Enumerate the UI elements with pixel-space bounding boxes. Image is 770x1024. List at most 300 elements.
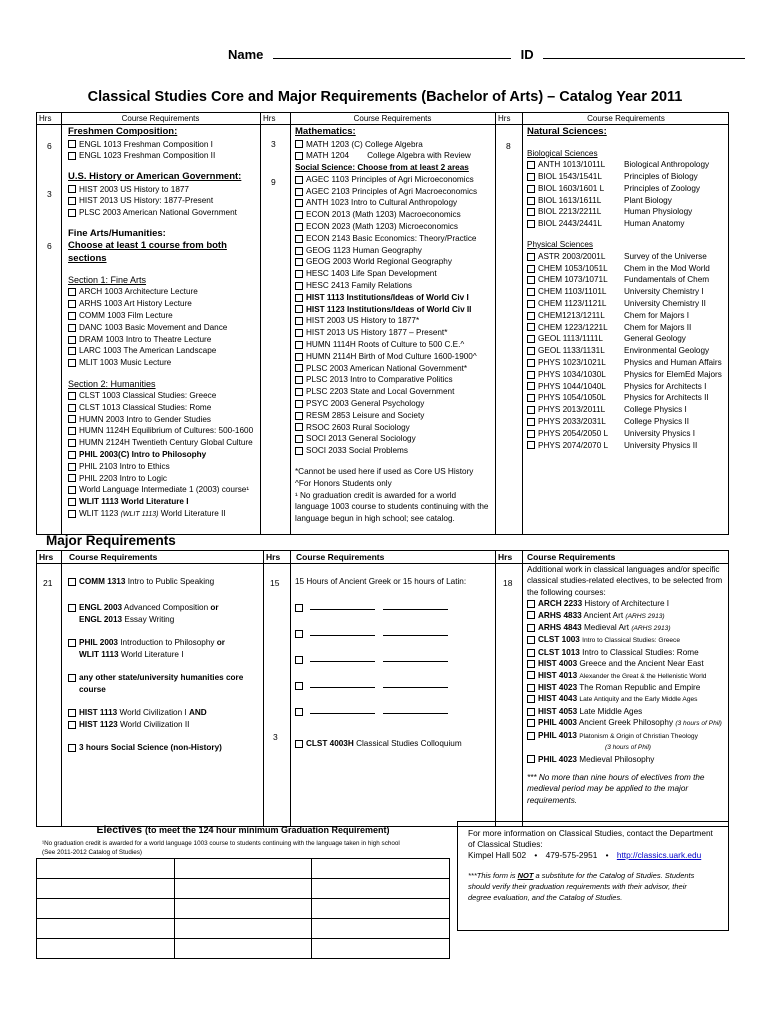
checklist-item[interactable]: PHIL 2003(C) Intro to Philosophy <box>68 449 258 461</box>
checklist-item[interactable]: ANTH 1023 Intro to Cultural Anthropology <box>295 197 493 209</box>
checkbox[interactable] <box>295 364 303 372</box>
hrs-header: Hrs <box>39 114 52 123</box>
course-code: BIOL 1603/1601 L <box>538 183 605 193</box>
course-code: PHYS 1023/1021L <box>538 358 606 368</box>
core-column-3 <box>527 126 729 451</box>
course-title: The Roman Republic and Empire <box>579 683 701 693</box>
checkbox[interactable] <box>295 305 303 313</box>
checklist-item[interactable]: SOCI 2013 General Sociology <box>295 433 493 445</box>
checkbox[interactable] <box>295 223 303 231</box>
electives-intro: classical studies-related electives, to be selected from <box>527 576 723 586</box>
checklist-item[interactable]: HIST 2003 US History to 1877* <box>295 315 493 327</box>
course-code: ARHS 4833 <box>538 610 582 620</box>
checklist-item[interactable] <box>527 263 729 275</box>
course-code: PHIL 4013 <box>538 730 577 740</box>
checkbox[interactable] <box>68 578 76 586</box>
checkbox[interactable] <box>295 211 303 219</box>
blank-course-line[interactable] <box>295 601 493 614</box>
checkbox[interactable] <box>527 394 535 402</box>
fine-arts-heading: Fine Arts/Humanities: <box>68 227 166 239</box>
checkbox[interactable] <box>295 247 303 255</box>
checkbox[interactable] <box>295 435 303 443</box>
checkbox[interactable] <box>295 282 303 290</box>
checklist-item[interactable] <box>527 647 729 658</box>
course-title: History of Architecture I <box>584 599 670 609</box>
course-code: HIST 4013 <box>538 670 578 680</box>
checkbox[interactable] <box>527 755 535 763</box>
checklist-item[interactable]: WLIT 1113 World Literature I <box>68 496 258 508</box>
checklist-item[interactable]: PLSC 2203 State and Local Government <box>295 386 493 398</box>
course-title: Ancient Greek Philosophy <box>578 718 674 728</box>
checkbox[interactable] <box>68 300 76 308</box>
checklist-item[interactable]: COMM 1313 Intro to Public Speaking <box>68 576 261 588</box>
checklist-item[interactable]: PHIL 2003 Introduction to Philosophy or <box>68 637 261 649</box>
checkbox[interactable] <box>68 392 76 400</box>
checklist-item[interactable]: MATH 1204 College Algebra with Review <box>295 150 493 162</box>
course-code: BIOL 1543/1541L <box>538 172 602 182</box>
electives-note: medieval period may be applied to the major <box>527 784 689 794</box>
checkbox[interactable] <box>68 185 76 193</box>
checkbox[interactable] <box>295 341 303 349</box>
checklist-item[interactable]: HUMN 2003 Intro to Gender Studies <box>68 414 258 426</box>
major-requirements-table <box>36 550 729 827</box>
checkbox[interactable] <box>527 253 535 261</box>
checklist-item[interactable]: HUMN 2124H Twentieth Century Global Culture <box>68 437 258 449</box>
contact-line: of Classical Studies: <box>468 839 543 849</box>
checkbox[interactable] <box>68 197 76 205</box>
course-title: Principles of Biology <box>624 172 698 182</box>
checklist-item[interactable]: HUMN 2114H Birth of Mod Culture 1600-1900^ <box>295 351 493 363</box>
checklist-item[interactable] <box>527 159 729 171</box>
checkbox[interactable] <box>527 335 535 343</box>
checkbox[interactable] <box>527 276 535 284</box>
course-code: PHYS 2074/2070 L <box>538 440 609 450</box>
checkbox[interactable] <box>527 719 535 727</box>
checkbox[interactable] <box>527 161 535 169</box>
checklist-item[interactable]: any other state/university humanities core <box>68 672 261 684</box>
checkbox[interactable] <box>295 656 303 664</box>
footnote: language begun in high school; see catalog. <box>295 514 455 524</box>
checklist-item[interactable]: AGEC 2103 Principles of Agri Macroeconomics <box>295 186 493 198</box>
checkbox[interactable] <box>527 208 535 216</box>
checklist-item[interactable] <box>527 286 729 298</box>
checklist-item[interactable]: RSOC 2603 Rural Sociology <box>295 422 493 434</box>
hrs-value: 9 <box>271 177 276 187</box>
checkbox[interactable] <box>295 152 303 160</box>
major-column-2 <box>295 576 493 750</box>
checkbox[interactable] <box>527 312 535 320</box>
checklist-item[interactable]: HIST 1123 Institutions/Ideas of World Civ II <box>295 304 493 316</box>
checkbox[interactable] <box>295 412 303 420</box>
course-code: BIOL 1613/1611L <box>538 195 602 205</box>
course-code: CHEM 1123/1121L <box>538 299 607 309</box>
course-code: HIST 4053 <box>538 706 578 716</box>
checklist-item[interactable]: GEOG 2003 World Regional Geography <box>295 256 493 268</box>
checklist-item[interactable]: World Language Intermediate 1 (2003) course¹ <box>68 484 258 496</box>
course-code: HIST 4043 <box>538 694 578 704</box>
course-title: Late Antiquity and the Early Middle Ages <box>579 696 698 704</box>
course-code: PHIL 4003 <box>538 718 577 728</box>
checklist-item[interactable] <box>527 622 729 634</box>
checklist-item[interactable]: WLIT 1123 (WLIT 1113) World Literature II <box>68 508 258 521</box>
course-code: PHYS 2013/2011L <box>538 405 606 415</box>
checklist-item[interactable]: HUMN 1124H Equilibrium of Cultures: 500-1600 <box>68 425 258 437</box>
hrs-header: Hrs <box>263 114 276 123</box>
hrs-value: 3 <box>273 732 278 742</box>
course-header: Course Requirements <box>69 552 158 562</box>
course-title: Environmental Geology <box>624 346 710 356</box>
checkbox[interactable] <box>527 173 535 181</box>
checklist-item[interactable] <box>527 717 729 729</box>
checkbox[interactable] <box>68 288 76 296</box>
course-code: CHEM 1073/1071L <box>538 275 608 285</box>
checklist-item[interactable]: HIST 1113 Institutions/Ideas of World Civ I <box>295 292 493 304</box>
checkbox[interactable] <box>527 660 535 668</box>
bio-list <box>527 159 729 230</box>
bio-heading: Biological Sciences <box>527 148 598 158</box>
checklist-item[interactable]: ARCH 1003 Architecture Lecture <box>68 286 258 298</box>
checklist-item[interactable] <box>527 598 729 609</box>
checklist-item[interactable] <box>527 195 729 207</box>
course-header: Course Requirements <box>527 552 616 562</box>
major-electives-list <box>527 598 729 742</box>
checklist-item[interactable]: AGEC 1103 Principles of Agri Microeconomics <box>295 174 493 186</box>
checklist-item[interactable] <box>527 369 729 381</box>
checklist-item[interactable] <box>527 251 729 263</box>
checklist-item[interactable]: HESC 2413 Family Relations <box>295 280 493 292</box>
checklist-item[interactable]: HIST 1123 World Civilization II <box>68 719 261 731</box>
checklist-item[interactable]: LARC 1003 The American Landscape <box>68 345 258 357</box>
checkbox[interactable] <box>527 636 535 644</box>
checklist-item[interactable]: ECON 2013 (Math 1203) Macroeconomics <box>295 209 493 221</box>
name-label: Name <box>228 47 264 62</box>
core-requirements-table <box>36 112 729 535</box>
checkbox[interactable] <box>68 347 76 355</box>
course-code: PHYS 1044/1040L <box>538 381 606 391</box>
checklist-item[interactable] <box>527 693 729 705</box>
electives-grid <box>36 858 450 959</box>
course-code: ANTH 1013/1011L <box>538 160 606 170</box>
course-header: Course Requirements <box>296 552 385 562</box>
checklist-item[interactable]: GEOG 1123 Human Geography <box>295 245 493 257</box>
checkbox[interactable] <box>295 140 303 148</box>
checklist-item[interactable] <box>527 333 729 345</box>
checkbox[interactable] <box>295 388 303 396</box>
course-code: PHYS 1034/1030L <box>538 369 606 379</box>
blank-course-line[interactable] <box>295 705 493 718</box>
checklist-item[interactable]: HIST 2013 US History 1877 – Present* <box>295 327 493 339</box>
id-field[interactable] <box>543 46 745 59</box>
checkbox[interactable] <box>68 404 76 412</box>
checkbox[interactable] <box>527 300 535 308</box>
checklist-item[interactable]: 3 hours Social Science (non-History) <box>68 742 261 754</box>
course-title: Survey of the Universe <box>624 251 707 261</box>
checklist-item[interactable]: PHIL 2203 Intro to Logic <box>68 473 258 485</box>
checkbox[interactable] <box>295 630 303 638</box>
checkbox[interactable] <box>527 265 535 273</box>
checklist-item[interactable] <box>527 440 729 452</box>
checklist-item[interactable]: HUMN 1114H Roots of Culture to 500 C.E.^ <box>295 339 493 351</box>
course-code: ASTR 2003/2001L <box>538 251 606 261</box>
checkbox[interactable] <box>68 152 76 160</box>
hrs-value: 6 <box>47 141 52 151</box>
contact-address: Kimpel Hall 502 • 479-575-2951 • http://classics.uark.edu <box>468 850 702 860</box>
checklist-item[interactable]: ARHS 1003 Art History Lecture <box>68 298 258 310</box>
electives-title: Electives (to meet the 124 hour minimum Graduation Requirement) <box>96 824 390 836</box>
checkbox[interactable] <box>295 740 303 748</box>
checkbox[interactable] <box>68 498 76 506</box>
checkbox[interactable] <box>68 140 76 148</box>
course-title: Medieval Art <box>583 623 630 633</box>
checkbox[interactable] <box>527 406 535 414</box>
checklist-item[interactable] <box>527 682 729 693</box>
checkbox[interactable] <box>295 708 303 716</box>
checklist-item[interactable] <box>527 345 729 357</box>
course-code: CHEM 1103/1101L <box>538 287 607 297</box>
blank-course-line[interactable] <box>295 627 493 640</box>
checkbox[interactable] <box>527 684 535 692</box>
course-code: CHEM1213/1211L <box>538 310 605 320</box>
checkbox[interactable] <box>527 732 535 740</box>
checkbox[interactable] <box>527 708 535 716</box>
checklist-item[interactable] <box>527 218 729 230</box>
checkbox[interactable] <box>295 188 303 196</box>
checklist-item[interactable] <box>527 171 729 183</box>
course-title: Greece and the Ancient Near East <box>579 659 704 669</box>
checkbox[interactable] <box>295 682 303 690</box>
checklist-item[interactable]: MATH 1203 (C) College Algebra <box>295 139 493 151</box>
checklist-item[interactable]: PLSC 2003 American National Government* <box>295 363 493 375</box>
checkbox[interactable] <box>527 671 535 679</box>
checklist-item[interactable]: ECON 2143 Basic Economics: Theory/Practice <box>295 233 493 245</box>
electives-footnote: (See 2011-2012 Catalog of Studies) <box>42 849 142 856</box>
checklist-item[interactable]: COMM 1003 Film Lecture <box>68 310 258 322</box>
course-title: Physics for Architects II <box>624 393 709 403</box>
course-title: Physics for Architects I <box>624 381 707 391</box>
course-title: University Physics I <box>624 428 695 438</box>
checkbox[interactable] <box>68 209 76 217</box>
course-title: Human Anatomy <box>624 219 685 229</box>
footnote: ¹ No graduation credit is awarded for a world <box>295 490 457 500</box>
checklist-item[interactable] <box>527 298 729 310</box>
checklist-item[interactable] <box>527 610 729 622</box>
fine-arts-instruction: sections <box>68 252 107 264</box>
checkbox[interactable] <box>68 359 76 367</box>
checkbox[interactable] <box>295 258 303 266</box>
checklist-item[interactable]: CLST 4003H Classical Studies Colloquium <box>295 738 493 750</box>
checklist-item[interactable]: HESC 1403 Life Span Development <box>295 268 493 280</box>
checklist-item[interactable]: PLSC 2013 Intro to Comparative Politics <box>295 374 493 386</box>
major-column-3 <box>527 564 729 806</box>
checkbox[interactable] <box>527 347 535 355</box>
course-code: HIST 4023 <box>538 683 578 693</box>
checklist-item[interactable] <box>527 670 729 682</box>
checklist-item[interactable] <box>527 730 729 742</box>
checkbox[interactable] <box>68 336 76 344</box>
checkbox[interactable] <box>68 674 76 682</box>
checkbox[interactable] <box>527 624 535 632</box>
major-requirements-heading: Major Requirements <box>46 533 176 548</box>
course-title: Late Middle Ages <box>579 706 643 716</box>
course-prereq: (ARHS 2913) <box>625 612 665 620</box>
checkbox[interactable] <box>527 649 535 657</box>
checklist-item[interactable]: DANC 1003 Basic Movement and Dance <box>68 322 258 334</box>
checkbox[interactable] <box>527 382 535 390</box>
checkbox[interactable] <box>527 430 535 438</box>
checkbox[interactable] <box>527 695 535 703</box>
checkbox[interactable] <box>295 423 303 431</box>
checkbox[interactable] <box>295 317 303 325</box>
checklist-item[interactable] <box>527 428 729 440</box>
hrs-value: 18 <box>503 578 513 588</box>
blank-course-line[interactable] <box>295 679 493 692</box>
checklist-item[interactable] <box>527 658 729 669</box>
course-header: Course Requirements <box>587 114 665 123</box>
checkbox[interactable] <box>68 721 76 729</box>
checklist-item[interactable]: ECON 2023 (Math 1203) Microeconomics <box>295 221 493 233</box>
checkbox[interactable] <box>68 427 76 435</box>
course-title: Platonism & Origin of Christian Theology <box>579 732 698 740</box>
hrs-value: 6 <box>47 241 52 251</box>
core-column-2 <box>295 126 493 525</box>
checklist-item[interactable] <box>527 274 729 286</box>
checklist-item[interactable] <box>527 206 729 218</box>
core-column-1 <box>68 126 258 521</box>
checklist-item[interactable]: DRAM 1003 Intro to Theatre Lecture <box>68 334 258 346</box>
checklist-item[interactable] <box>527 310 729 322</box>
fine-arts-instruction: Choose at least 1 course from both <box>68 240 227 252</box>
checklist-item[interactable]: CLST 1013 Classical Studies: Rome <box>68 402 258 414</box>
disclaimer: ***This form is NOT a substitute for the Catalog of Studies. Students <box>468 871 695 880</box>
checklist-item[interactable]: CLST 1003 Classical Studies: Greece <box>68 390 258 402</box>
hrs-value: 3 <box>271 139 276 149</box>
checkbox[interactable] <box>527 600 535 608</box>
course-code: PHYS 1054/1050L <box>538 393 606 403</box>
checklist-item[interactable]: PLSC 2003 American National Government <box>68 207 258 219</box>
checkbox[interactable] <box>68 451 76 459</box>
checkbox[interactable] <box>68 486 76 494</box>
blank-course-line[interactable] <box>295 653 493 666</box>
checkbox[interactable] <box>527 197 535 205</box>
contact-info-box <box>457 821 729 931</box>
checkbox[interactable] <box>527 371 535 379</box>
checkbox[interactable] <box>295 329 303 337</box>
checkbox[interactable] <box>68 474 76 482</box>
disclaimer: degree evaluation, and the Catalog of Studies. <box>468 893 623 902</box>
course-title: Physics and Human Affairs <box>624 358 722 368</box>
footnote: language 1003 course to students continuing with the <box>295 502 489 512</box>
checklist-item[interactable]: HIST 2003 US History to 1877 <box>68 184 258 196</box>
checklist-item[interactable] <box>527 404 729 416</box>
checkbox[interactable] <box>68 312 76 320</box>
checkbox[interactable] <box>295 400 303 408</box>
checklist-item[interactable] <box>527 392 729 404</box>
course-title: Human Physiology <box>624 207 693 217</box>
checkbox[interactable] <box>68 639 76 647</box>
checkbox[interactable] <box>68 709 76 717</box>
checklist-item[interactable]: SOCI 2033 Social Problems <box>295 445 493 457</box>
electives-section <box>36 821 450 1009</box>
checklist-item[interactable] <box>527 183 729 195</box>
course-code: BIOL 2213/2211L <box>538 207 602 217</box>
checklist-item[interactable] <box>527 416 729 428</box>
course-code: ARHS 4843 <box>538 623 582 633</box>
checkbox[interactable] <box>295 353 303 361</box>
website-link[interactable]: http://classics.uark.edu <box>616 850 702 860</box>
checkbox[interactable] <box>68 324 76 332</box>
hrs-header: Hrs <box>498 552 513 562</box>
checklist-item[interactable]: ENGL 2003 Advanced Composition or <box>68 602 261 614</box>
checklist-item[interactable]: MLIT 1003 Music Lecture <box>68 357 258 369</box>
course-title: Intro to Classical Studies: Greece <box>582 637 681 645</box>
checkbox[interactable] <box>295 376 303 384</box>
course-code: CHEM 1053/1051L <box>538 263 608 273</box>
checklist-item[interactable] <box>527 634 729 646</box>
checkbox[interactable] <box>295 604 303 612</box>
checkbox[interactable] <box>527 185 535 193</box>
us-history-heading: U.S. History or American Government: <box>68 171 242 183</box>
checkbox[interactable] <box>68 463 76 471</box>
checkbox[interactable] <box>527 288 535 296</box>
social-science-heading: Social Science: Choose from at least 2 areas <box>295 163 469 173</box>
page-title: Classical Studies Core and Major Requirements (Bachelor of Arts) – Catalog Year 2011 <box>87 89 683 105</box>
footnote: *Cannot be used here if used as Core US History <box>295 467 474 477</box>
checklist-item[interactable] <box>527 322 729 334</box>
course-code: HIST 4003 <box>538 659 578 669</box>
course-code: CLST 1013 <box>538 647 580 657</box>
checklist-item[interactable] <box>527 706 729 717</box>
course-title: University Physics II <box>624 440 698 450</box>
checkbox[interactable] <box>295 235 303 243</box>
checklist-item[interactable] <box>527 381 729 393</box>
checkbox[interactable] <box>527 220 535 228</box>
checklist-item[interactable]: HIST 2013 US History: 1877-Present <box>68 195 258 207</box>
course-prereq: (3 hours of Phil) <box>675 720 722 728</box>
checklist-item[interactable] <box>527 357 729 369</box>
checkbox[interactable] <box>295 447 303 455</box>
checkbox[interactable] <box>295 199 303 207</box>
checkbox[interactable] <box>295 270 303 278</box>
checklist-item[interactable]: ENGL 1013 Freshman Composition I <box>68 139 258 151</box>
course-title: Plant Biology <box>624 195 672 205</box>
checkbox[interactable] <box>68 744 76 752</box>
electives-footnote: ¹No graduation credit is awarded for a world language 1003 course to students continuing with the language taken in high school <box>42 840 400 847</box>
checkbox[interactable] <box>527 359 535 367</box>
checkbox[interactable] <box>527 611 535 619</box>
electives-note: requirements. <box>527 795 578 805</box>
checkbox[interactable] <box>527 418 535 426</box>
checkbox[interactable] <box>295 176 303 184</box>
checkbox[interactable] <box>68 439 76 447</box>
course-header: Course Requirements <box>121 114 200 123</box>
course-title: University Chemistry I <box>624 287 704 297</box>
checklist-item[interactable]: ENGL 1023 Freshman Composition II <box>68 150 258 162</box>
checklist-item[interactable]: RESM 2853 Leisure and Society <box>295 410 493 422</box>
name-field[interactable] <box>273 46 511 59</box>
checklist-item[interactable]: PHIL 4023 Medieval Philosophy <box>527 754 729 765</box>
checklist-item[interactable]: PSYC 2003 General Psychology <box>295 398 493 410</box>
checkbox[interactable] <box>295 294 303 302</box>
checkbox[interactable] <box>68 510 76 518</box>
checkbox[interactable] <box>68 415 76 423</box>
name-id-line <box>228 46 745 62</box>
checklist-item[interactable]: PHIL 2103 Intro to Ethics <box>68 461 258 473</box>
checkbox[interactable] <box>68 604 76 612</box>
hrs-header: Hrs <box>498 114 511 123</box>
checkbox[interactable] <box>527 441 535 449</box>
checklist-item[interactable]: HIST 1113 World Civilization I AND <box>68 707 261 719</box>
checkbox[interactable] <box>527 323 535 331</box>
